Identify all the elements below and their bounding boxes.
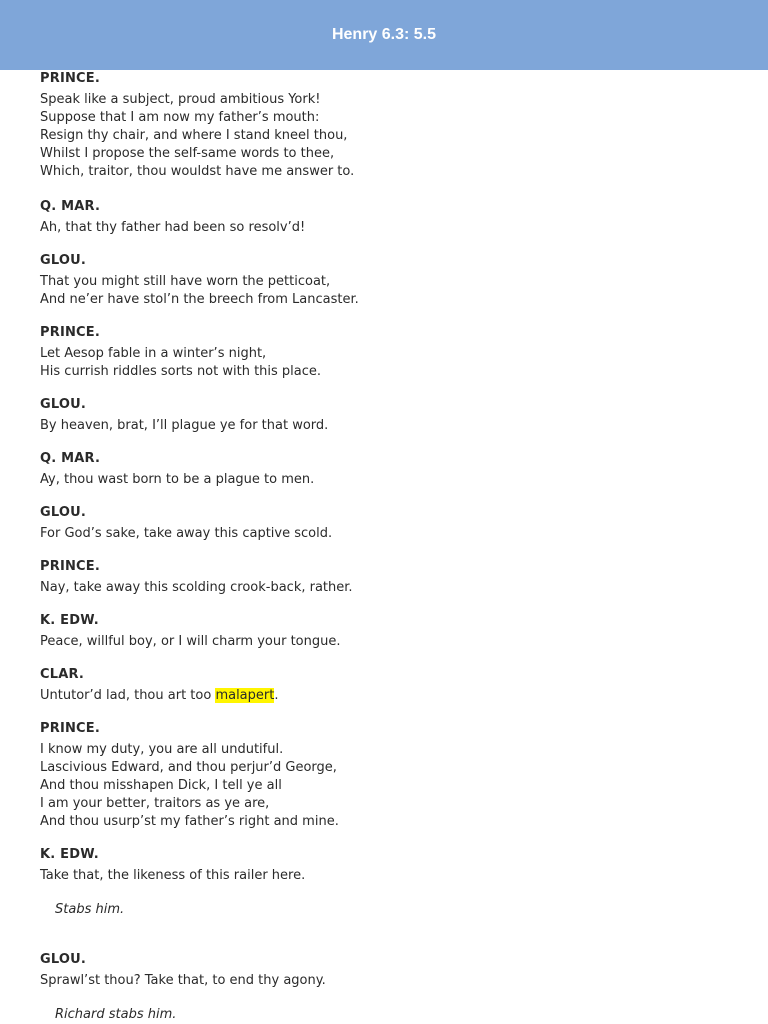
speech-block bbox=[40, 70, 740, 181]
verse-line: His currish riddles sorts not with this place. bbox=[40, 364, 322, 379]
verse-line: Take that, the likeness of this railer here. bbox=[40, 868, 306, 883]
verse-line: Speak like a subject, proud ambitious York! bbox=[40, 92, 321, 107]
verse-line: And thou misshapen Dick, I tell ye all bbox=[40, 778, 282, 793]
speech-block bbox=[40, 396, 740, 435]
speaker-name: K. EDW. bbox=[40, 613, 99, 628]
verse-line: Resign thy chair, and where I stand kneel thou, bbox=[40, 128, 348, 143]
highlighted-word[interactable]: malapert bbox=[215, 688, 275, 703]
verse-line: And ne’er have stol’n the breech from Lancaster. bbox=[40, 292, 359, 307]
stage-direction: Richard stabs him. bbox=[55, 1007, 177, 1022]
verse-line: And thou usurp’st my father’s right and mine. bbox=[40, 814, 339, 829]
speaker-name: Q. MAR. bbox=[40, 451, 101, 466]
verse-line bbox=[40, 687, 740, 705]
speaker-name: GLOU. bbox=[40, 253, 87, 268]
verse-line: I know my duty, you are all undutiful. bbox=[40, 742, 284, 757]
verse-line: By heaven, brat, I’ll plague ye for that word. bbox=[40, 418, 329, 433]
speech-block bbox=[40, 951, 740, 1024]
speech-block bbox=[40, 252, 740, 309]
verse-line: Nay, take away this scolding crook-back, rather. bbox=[40, 580, 353, 595]
speaker-name: Q. MAR. bbox=[40, 199, 101, 214]
speech-block bbox=[40, 324, 740, 381]
speaker-name: CLAR. bbox=[40, 667, 85, 682]
speaker-name: GLOU. bbox=[40, 505, 87, 520]
speaker-name: K. EDW. bbox=[40, 847, 99, 862]
verse-line: Ah, that thy father had been so resolv’d! bbox=[40, 220, 306, 235]
speaker-name: PRINCE. bbox=[40, 71, 101, 86]
verse-line: Which, traitor, thou wouldst have me answer to. bbox=[40, 164, 355, 179]
verse-line: Peace, willful boy, or I will charm your tongue. bbox=[40, 634, 341, 649]
speech-block bbox=[40, 612, 740, 651]
verse-line: I am your better, traitors as ye are, bbox=[40, 796, 270, 811]
speech-block bbox=[40, 720, 740, 831]
page-title: Henry 6.3: 5.5 bbox=[331, 26, 437, 43]
verse-line: Let Aesop fable in a winter’s night, bbox=[40, 346, 267, 361]
verse-line: Sprawl’st thou? Take that, to end thy agony. bbox=[40, 973, 326, 988]
play-text bbox=[40, 70, 740, 1024]
speaker-name: PRINCE. bbox=[40, 559, 101, 574]
speaker-name: GLOU. bbox=[40, 952, 87, 967]
verse-text: . bbox=[274, 688, 279, 703]
speech-block bbox=[40, 198, 740, 237]
speech-block bbox=[40, 450, 740, 489]
speech-block bbox=[40, 666, 740, 705]
verse-line: Suppose that I am now my father’s mouth: bbox=[40, 110, 320, 125]
verse-line: For God’s sake, take away this captive scold. bbox=[40, 526, 333, 541]
speech-block bbox=[40, 846, 740, 919]
speech-block bbox=[40, 558, 740, 597]
speech-block bbox=[40, 504, 740, 543]
verse-line: Lascivious Edward, and thou perjur’d George, bbox=[40, 760, 337, 775]
speaker-name: PRINCE. bbox=[40, 325, 101, 340]
speaker-name: PRINCE. bbox=[40, 721, 101, 736]
speaker-name: GLOU. bbox=[40, 397, 87, 412]
verse-text: Untutor’d lad, thou art too bbox=[40, 688, 216, 703]
stage-direction: Stabs him. bbox=[55, 902, 125, 917]
header-bar bbox=[0, 0, 768, 70]
verse-line: Whilst I propose the self-same words to thee, bbox=[40, 146, 335, 161]
verse-line: That you might still have worn the petticoat, bbox=[40, 274, 331, 289]
verse-line: Ay, thou wast born to be a plague to men. bbox=[40, 472, 315, 487]
